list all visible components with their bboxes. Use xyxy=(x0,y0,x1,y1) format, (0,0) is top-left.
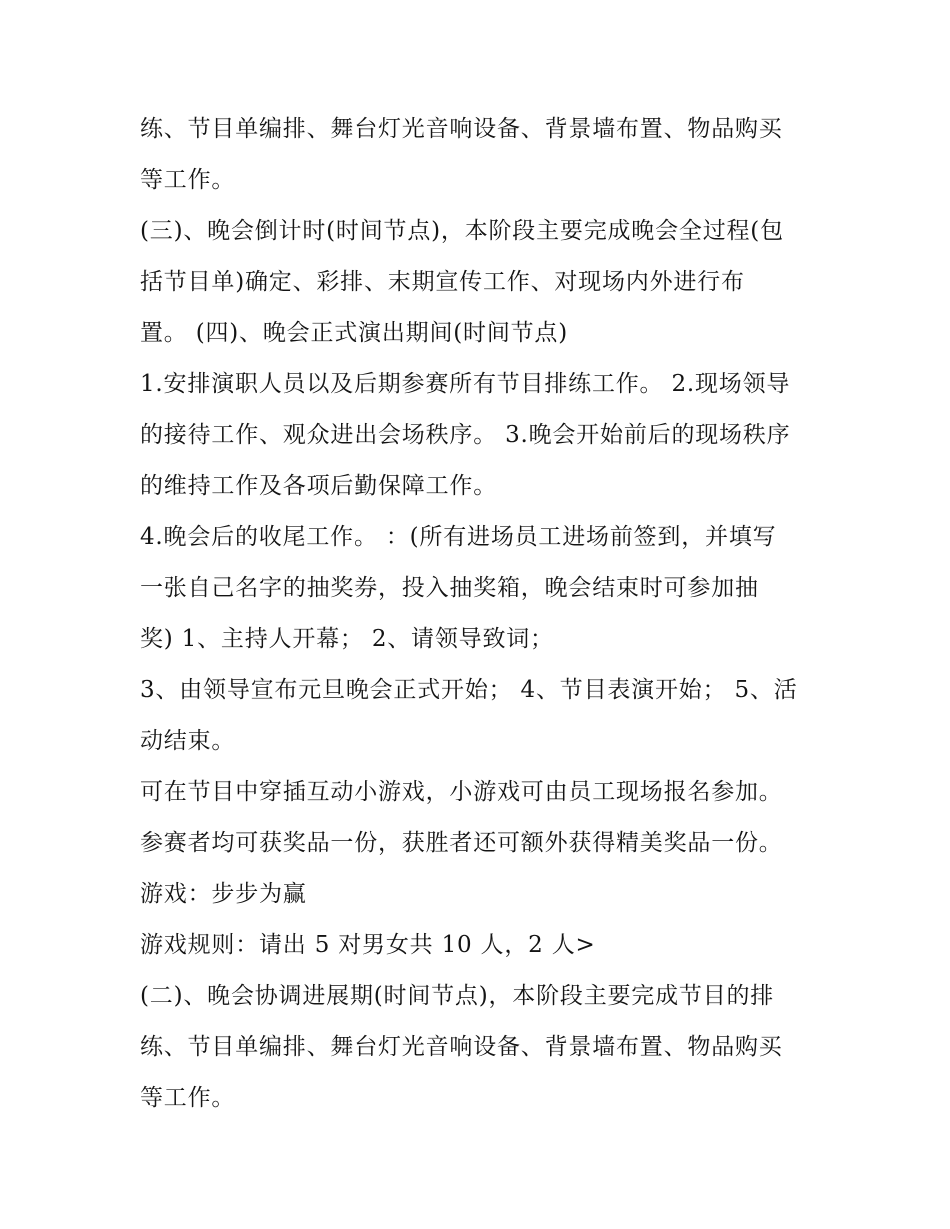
text-line: 一张自己名字的抽奖券，投入抽奖箱，晚会结束时可参加抽 xyxy=(140,575,759,601)
text-line: (二)、晚会协调进展期(时间节点)，本阶段主要完成节目的排 xyxy=(140,983,775,1009)
text-line: 括节目单)确定、彩排、末期宣传工作、对现场内外进行布 xyxy=(140,269,745,295)
text-line: (三)、晚会倒计时(时间节点)，本阶段主要完成晚会全过程(包 xyxy=(140,218,784,244)
text-line: 动结束。 xyxy=(140,728,236,754)
text-line: 等工作。 xyxy=(140,1085,236,1111)
document-body xyxy=(140,104,820,1124)
text-line: 练、节目单编排、舞台灯光音响设备、背景墙布置、物品购买 xyxy=(140,116,783,142)
text-line: 奖) 1、主持人开幕； 2、请领导致词； xyxy=(140,626,554,652)
text-line: 等工作。 xyxy=(140,167,236,193)
text-line: 游戏规则：请出 5 对男女共 10 人，2 人> xyxy=(140,932,596,958)
text-line: 的维持工作及各项后勤保障工作。 xyxy=(140,473,497,499)
text-line: 1.安排演职人员以及后期参赛所有节目排练工作。 2.现场领导 xyxy=(140,371,791,397)
text-line: 游戏：步步为赢 xyxy=(140,881,307,907)
text-line: 的接待工作、观众进出会场秩序。 3.晚会开始前后的现场秩序 xyxy=(140,422,791,448)
text-line: 练、节目单编排、舞台灯光音响设备、背景墙布置、物品购买 xyxy=(140,1034,783,1060)
text-line: 参赛者均可获奖品一份，获胜者还可额外获得精美奖品一份。 xyxy=(140,830,783,856)
text-line: 4.晚会后的收尾工作。 ：(所有进场员工进场前签到，并填写 xyxy=(140,524,777,550)
text-line: 可在节目中穿插互动小游戏，小游戏可由员工现场报名参加。 xyxy=(140,779,783,805)
text-line: 置。 (四)、晚会正式演出期间(时间节点) xyxy=(140,320,569,346)
text-line: 3、由领导宣布元旦晚会正式开始； 4、节目表演开始； 5、活 xyxy=(140,677,798,703)
